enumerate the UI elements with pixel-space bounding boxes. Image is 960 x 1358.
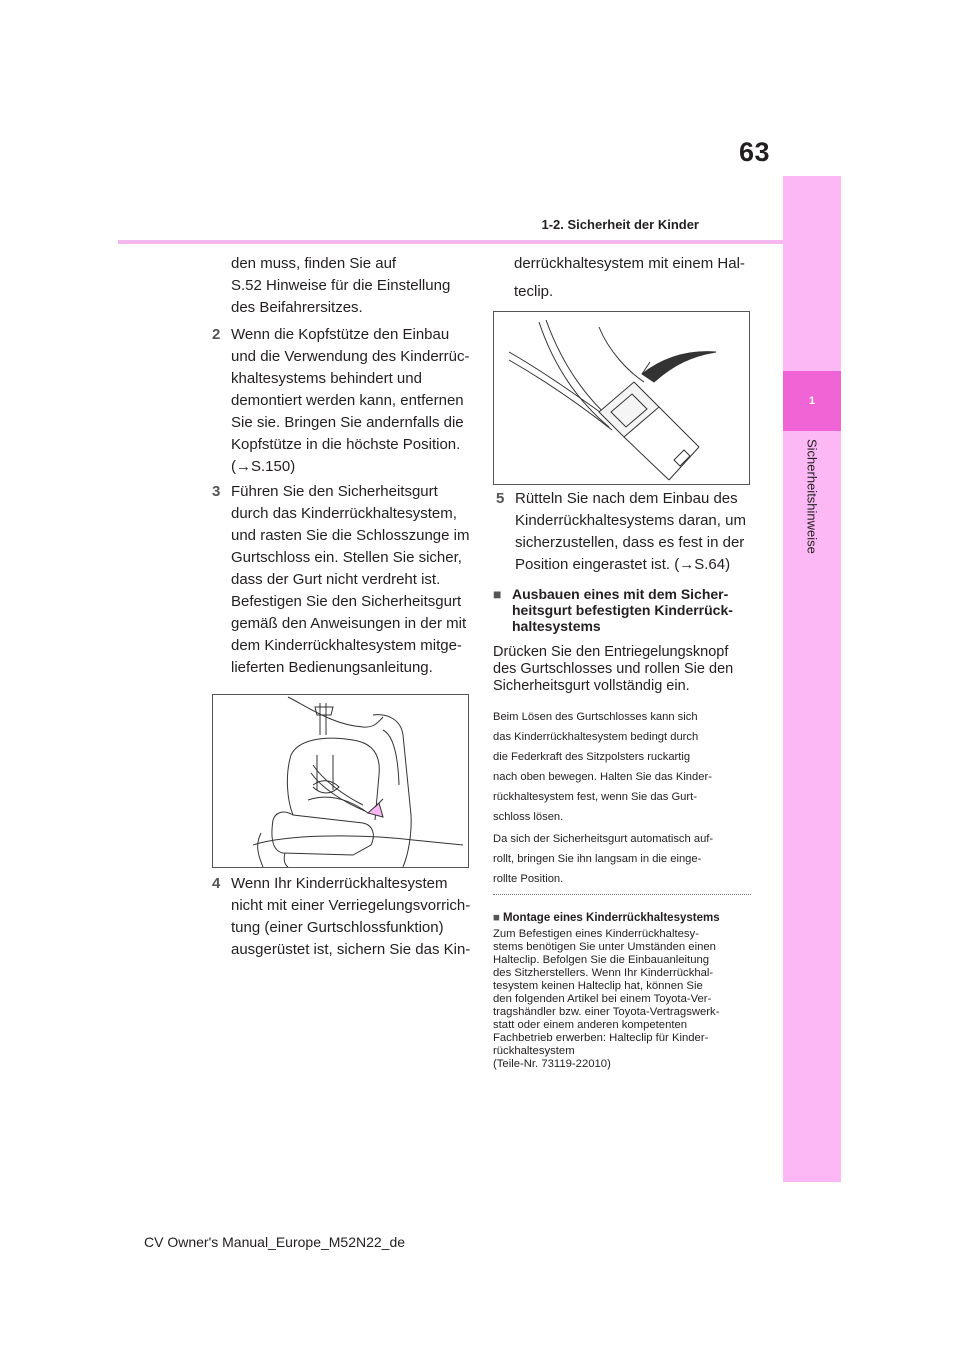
header-divider xyxy=(118,240,783,244)
caution-paragraph-2 xyxy=(493,829,755,889)
caution-paragraph-1 xyxy=(493,707,755,827)
step-4-continuation xyxy=(514,253,764,303)
text-line: nicht mit einer Verriegelungsvorrich- xyxy=(231,897,471,914)
step-text xyxy=(231,324,481,478)
step-text xyxy=(231,481,481,679)
text-line: die Federkraft des Sitzpolsters ruckartig xyxy=(493,751,691,763)
text-line: und die Verwendung des Kinderrüc- xyxy=(231,348,470,365)
text-line: schloss lösen. xyxy=(493,811,564,823)
step-number: 3 xyxy=(212,483,221,500)
note-heading xyxy=(493,912,755,924)
text-line: Da sich der Sicherheitsgurt automatisch auf- xyxy=(493,833,714,845)
text-line: tung (einer Gurtschlossfunktion) xyxy=(231,919,444,936)
text-line: Wenn die Kopfstütze den Einbau xyxy=(231,326,450,343)
child-seat-drawing xyxy=(213,695,468,867)
halteclip-drawing xyxy=(494,312,749,484)
text-line: das Kinderrückhaltesystem bedingt durch xyxy=(493,731,699,743)
text-line: rückhaltesystem fest, wenn Sie das Gurt- xyxy=(493,791,697,803)
removal-paragraph xyxy=(493,644,755,695)
text-line: Drücken Sie den Entriegelungsknopf xyxy=(493,644,729,660)
text-line: des Gurtschlosses und rollen Sie den xyxy=(493,661,734,677)
text-line: Kopfstütze in die höchste Position. xyxy=(231,436,461,453)
heading-line: heitsgurt befestigten Kinderrück- xyxy=(512,602,733,618)
step-text xyxy=(231,873,481,961)
text-line: rollte Position. xyxy=(493,873,564,885)
child-seat-illustration xyxy=(212,694,469,868)
text-line: Rütteln Sie nach dem Einbau des xyxy=(515,490,738,507)
section-title: 1-2. Sicherheit der Kinder xyxy=(541,217,699,232)
step-number: 4 xyxy=(212,875,221,892)
bullet-square-icon: ■ xyxy=(493,586,502,602)
page-number: 63 xyxy=(738,137,770,167)
text-line: durch das Kinderrückhaltesystem, xyxy=(231,505,457,522)
text-line: derrückhaltesystem mit einem Hal- xyxy=(514,255,745,272)
intro-paragraph xyxy=(231,253,481,319)
text-line: den muss, finden Sie auf xyxy=(231,255,397,272)
text-line: des Beifahrersitzes. xyxy=(231,299,363,316)
note-body: Zum Befestigen eines Kinderrückhaltesy- stems benötigen Sie unter Umständen einen Halteclip. Befolgen Sie die Einbauanleitung des Sitzherstellers. Wenn Ihr Kinderrückhal- tesystem keinen Halteclip hat, können Sie den folgenden Artikel bei einem Toyota-Ver- tragshändler bzw. einer Toyota-Vertragswerk- statt oder einem anderen kompetenten Fachbetrieb erwerben: Halteclip für Kinder- rückhaltesystem (Teile-Nr. 73119-22010) xyxy=(493,928,720,1070)
page-reference[interactable]: Position eingerastet ist. (→S.64) xyxy=(515,556,731,573)
chapter-label-text: Sicherheitshinweise xyxy=(804,439,820,554)
text-line: khaltesystems behindert und xyxy=(231,370,422,387)
text-line: dem Kinderrückhaltesystem mitge- xyxy=(231,637,462,654)
text-line: demontiert werden kann, entfernen xyxy=(231,392,464,409)
page-reference[interactable]: (→S.150) xyxy=(231,458,296,475)
note-heading-text: Montage eines Kinderrückhaltesystems xyxy=(502,912,720,924)
text-line: Wenn Ihr Kinderrückhaltesystem xyxy=(231,875,448,892)
step-text xyxy=(515,488,760,576)
text-line: Gurtschloss ein. Stellen Sie sicher, xyxy=(231,549,462,566)
step-number: 5 xyxy=(496,490,505,507)
heading-line: Ausbauen eines mit dem Sicher- xyxy=(512,586,729,602)
halteclip-illustration xyxy=(493,311,750,485)
side-tab-strip xyxy=(783,176,841,1182)
text-line: S.52 Hinweise für die Einstellung xyxy=(231,277,451,294)
text-line: Kinderrückhaltesystems daran, um xyxy=(515,512,746,529)
bullet-square-icon: ■ xyxy=(493,912,500,924)
text-line: Führen Sie den Sicherheitsgurt xyxy=(231,483,438,500)
footer-text: CV Owner's Manual_Europe_M52N22_de xyxy=(144,1234,406,1250)
text-line: gemäß den Anweisungen in der mit xyxy=(231,615,467,632)
step-number: 2 xyxy=(212,326,221,343)
text-line: Beim Lösen des Gurtschlosses kann sich xyxy=(493,711,698,723)
text-line: sicherzustellen, dass es fest in der xyxy=(515,534,745,551)
text-line: Befestigen Sie den Sicherheitsgurt xyxy=(231,593,462,610)
text-line: teclip. xyxy=(514,283,554,300)
text-line: und rasten Sie die Schlosszunge im xyxy=(231,527,470,544)
text-line: dass der Gurt nicht verdreht ist. xyxy=(231,571,441,588)
text-line: ausgerüstet ist, sichern Sie das Kin- xyxy=(231,941,471,958)
text-line: lieferten Bedienungsanleitung. xyxy=(231,659,433,676)
chapter-tab[interactable]: 1 xyxy=(783,371,841,431)
text-line: Sie sie. Bringen Sie andernfalls die xyxy=(231,414,464,431)
text-line: rollt, bringen Sie ihn langsam in die einge- xyxy=(493,853,702,865)
text-line: nach oben bewegen. Halten Sie das Kinder- xyxy=(493,771,712,783)
text-line: Sicherheitsgurt vollständig ein. xyxy=(493,678,690,694)
note-divider xyxy=(493,894,751,895)
removal-heading xyxy=(493,586,753,634)
heading-line: haltesystems xyxy=(512,618,601,634)
chapter-label xyxy=(783,431,841,631)
